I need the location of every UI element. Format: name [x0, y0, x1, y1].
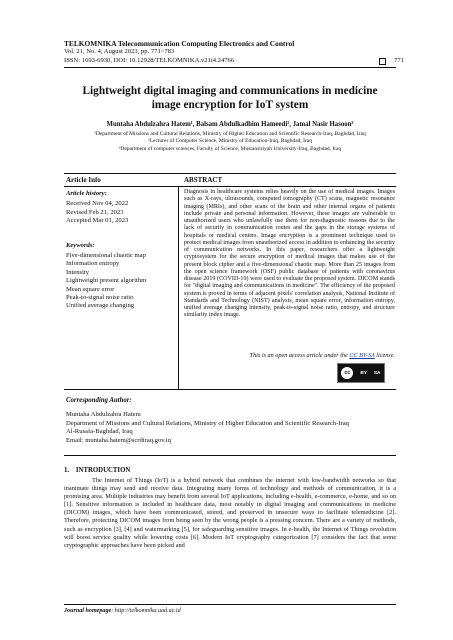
corresponding-heading: Corresponding Author:: [66, 397, 132, 404]
open-access-suffix: license.: [374, 352, 395, 359]
introduction-text: The Internet of Things (IoT) is a hybrid network that combines the internet with low-bandwidth networks so that inanimate things may send and receive data. Integrating many forms of technology and methods of communication, it is a promising area. Multiple industries may benefit from several IoT applications, including e-health, e-commerce, e-home, and so on [1]. Sensitive information is included in healthcare data, most notably in digital imaging and communications in medicine (DICOM) images, which have been communicated, stored, and preserved in unsecure ways to facilitate telemedicine [2]. Therefore, protecting DICOM images from being seen by the wrong people is a pressing concern. There are a variety of methods, such as encryption [3], [4] and watermarking [5], for safeguarding sensitive images. In e-health, the Internet of Things revolution will boost service quality while lowering costs [6]. Modern IoT cryptography categorization [7] considers the fact that some cryptographic approaches have been picked and: [64, 477, 396, 549]
title-line-2: image encryption for IoT system: [151, 99, 309, 111]
homepage-url[interactable]: : http://telkomnika.uad.ac.id: [111, 608, 181, 614]
author-list: Muntaha Abdulzahra Hatem¹, Balsam Abdulkadhim Hameedi², Jamal Nasir Hasoon³: [106, 121, 354, 128]
open-access-note: [184, 352, 395, 359]
paper-title: [64, 84, 396, 112]
corresponding-city: Al-Rusafa-Baghdad, Iraq: [66, 428, 133, 436]
abstract-text: Diagnosis in healthcare systems relies heavily on the use of medical images. Images such as X-rays, ultrasounds, computed tomography (CT) scans, magnetic resonance imaging (MRIs), and other scans of the brain and other internal organs of patients include private and personal information. However, these images are vulnerable to unauthorized users who unlawfully use them for non-diagnostic reasons due to the lack of security in communication routes and the gaps in the storage systems of hospitals or medical centers. Image encryption is a prominent technique used to protect medical images from unauthorized access in addition to enhancing the security of communication networks. In this paper, researchers offer a lightweight cryptosystem for the secure encryption of medical images that makes use of the present block cipher and a five-dimensional chaotic map. More than 25 images from the open science framework (OSF) public database of patients with coronavirus disease 2019 (COVID-19) were used to evaluate the proposed system. DICOM stands for "digital imaging and communications in medicine". The efficiency of the proposed system is proved in terms of adjacent pixels' correlation analysis, National Institute of Standards and Technology (NIST) analysis, mean square error, information entropy, unified average changing intensity, peak-to-signal noise ratio, entropy, and structure similarity index image.: [184, 189, 395, 319]
keyword: Five-dimensional chaotic map: [66, 252, 146, 260]
keyword: Peak-to-signal noise ratio: [66, 294, 134, 302]
accepted-date: Accepted Mar 01, 2023: [66, 217, 129, 225]
info-top-rule: [64, 173, 396, 174]
journal-homepage: [64, 608, 181, 614]
keyword: Lightweight present algorithm: [66, 277, 147, 285]
article-info: [66, 190, 176, 311]
open-access-prefix: This is an open access article under the: [249, 352, 350, 359]
corresponding-name: Muntaha Abdulzahra Hatem: [66, 411, 141, 418]
square-icon: [379, 58, 386, 65]
keyword: Unified average changing: [66, 302, 135, 310]
corresponding-author: [66, 411, 398, 445]
affiliation: ³Department of computer sciences, Faculty of Science, Mustansiriyah University-Iraq, Baghdad, Iraq: [118, 145, 342, 152]
header-rule: [64, 67, 396, 68]
keyword: Mean square error: [66, 285, 115, 293]
info-bottom-rule: [64, 389, 396, 390]
affiliation: ¹Department of Missions and Cultural Relations, Ministry of Higher Education and Scientific Research-Iraq, Baghdad, Iraq: [94, 131, 366, 137]
article-info-heading: Article Info: [66, 176, 101, 184]
received-date: Received Nov 04, 2022: [66, 200, 129, 208]
volume-info: Vol. 21, No. 4, August 2023, pp. 771~783: [64, 48, 175, 56]
sa-label: SA: [373, 370, 381, 376]
affiliations: [64, 131, 396, 153]
corresponding-dept: Department of Missions and Cultural Relations, Ministry of Higher Education and Scientific Research-Iraq: [66, 419, 349, 427]
abstract-heading: ABSTRACT: [184, 176, 223, 184]
title-line-1: Lightweight digital imaging and communications in medicine: [82, 85, 378, 97]
journal-name: TELKOMNIKA Telecommunication Computing Electronics and Control: [64, 39, 295, 48]
cc-license-badge[interactable]: [337, 363, 385, 383]
revised-date: Revised Feb 21, 2023: [66, 208, 124, 216]
corresponding-email: Email: muntaha.hatem@scrdiraq.gov.iq: [66, 436, 171, 444]
info-heading-rule: [64, 186, 396, 187]
keyword: Intensity: [66, 268, 90, 276]
keyword: Information entropy: [66, 260, 120, 268]
history-heading: Article history:: [66, 190, 107, 197]
page-number: 771: [394, 56, 404, 64]
by-label: BY: [360, 370, 367, 376]
homepage-label: Journal homepage: [64, 608, 112, 614]
keywords-heading: Keywords:: [66, 241, 95, 249]
column-divider: [178, 186, 179, 389]
license-link[interactable]: CC BY-SA: [349, 352, 375, 359]
issn-doi: ISSN: 1693-6930, DOI: 10.12928/TELKOMNIKA.v21i4.24766: [64, 56, 235, 64]
corresponding-rule: [64, 455, 396, 456]
cc-icon: cc: [341, 367, 353, 379]
journal-header: [64, 40, 404, 65]
section-heading: 1. INTRODUCTION: [64, 467, 131, 474]
footer-rule: [64, 604, 396, 605]
affiliation: ²Lecturer of Computer Science, Ministry of Education-Iraq, Baghdad, Iraq: [148, 138, 312, 145]
